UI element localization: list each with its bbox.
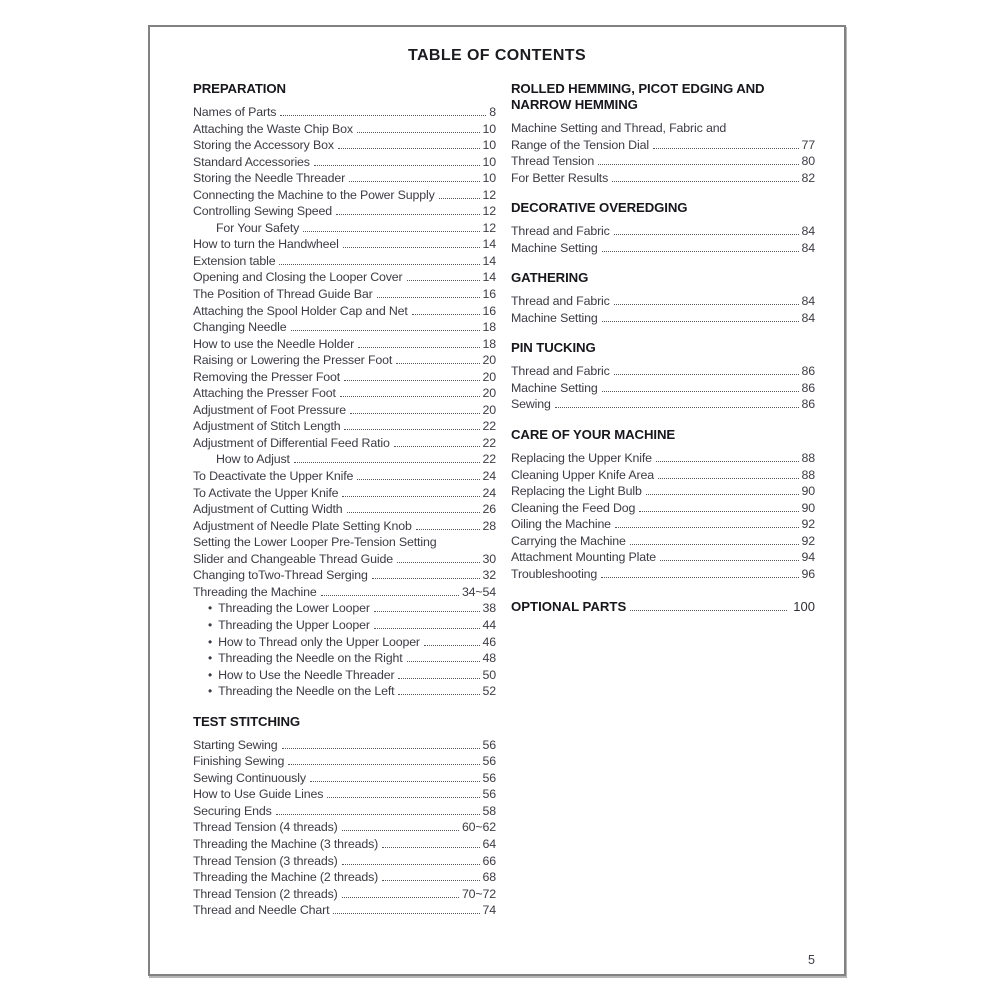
dot-leader	[612, 181, 798, 182]
toc-entry-page: 34~54	[461, 584, 496, 599]
toc-entry	[193, 886, 496, 903]
toc-entry-label: Threading the Machine (3 threads)	[193, 836, 379, 851]
toc-entry-page: 46	[482, 634, 496, 649]
bullet-icon: •	[208, 651, 213, 666]
toc-entry-label: How to Use Guide Lines	[193, 787, 324, 802]
toc-entry	[193, 451, 496, 468]
dot-leader	[358, 347, 479, 348]
toc-entry	[511, 170, 815, 187]
toc-entry-label: Range of the Tension Dial	[511, 137, 649, 152]
toc-entry-label: Replacing the Light Bulb	[511, 484, 642, 499]
toc-entry	[511, 549, 815, 566]
toc-entry-label: Sewing	[511, 397, 551, 412]
toc-entry-page: 48	[482, 651, 496, 666]
toc-entry-label: Storing the Needle Threader	[193, 171, 346, 186]
toc-entry-label: Machine Setting	[511, 310, 598, 325]
toc-entry-page: 84	[801, 310, 815, 325]
toc-entry-label: Machine Setting and Thread, Fabric and	[511, 121, 727, 135]
toc-entry	[193, 551, 496, 568]
toc-entry	[511, 483, 815, 500]
bullet-icon: •	[208, 634, 213, 649]
section-heading: OPTIONAL PARTS	[511, 599, 627, 615]
toc-entry-label: Machine Setting	[511, 380, 598, 395]
toc-entry-page: 30	[482, 551, 496, 566]
toc-entry	[193, 435, 496, 452]
toc-entry	[193, 154, 496, 171]
dot-leader	[294, 462, 480, 463]
toc-entry-label: Thread and Fabric	[511, 364, 610, 379]
dot-leader	[276, 814, 480, 815]
toc-entry-label: To Deactivate the Upper Knife	[193, 469, 354, 484]
toc-entry-label: Names of Parts	[193, 105, 277, 119]
toc-entry-page: 16	[482, 287, 496, 302]
toc-entry-page: 82	[801, 170, 815, 185]
dot-leader	[321, 595, 459, 596]
toc-entry-page: 18	[482, 336, 496, 351]
toc-entry-label: The Position of Thread Guide Bar	[193, 287, 373, 302]
toc-entry	[193, 869, 496, 886]
section-heading: TEST STITCHING	[193, 713, 301, 729]
toc-entry-page: 18	[482, 320, 496, 335]
toc-entry-page: 80	[801, 154, 815, 169]
dot-leader	[342, 864, 480, 865]
toc-entry-page: 50	[482, 667, 496, 682]
toc-entry-label: Adjustment of Needle Plate Setting Knob	[193, 518, 412, 533]
toc-entry-label: Opening and Closing the Looper Cover	[193, 270, 403, 285]
toc-entry-label: For Your Safety	[216, 220, 300, 235]
page-number: 5	[808, 953, 815, 967]
toc-entry-label: Threading the Machine	[193, 584, 317, 599]
toc-entry-label: Oiling the Machine	[511, 517, 611, 532]
toc-entry-label: Adjustment of Cutting Width	[193, 502, 343, 517]
toc-entry-label: How to turn the Handwheel	[193, 237, 339, 252]
toc-entry-page: 60~62	[461, 820, 496, 835]
toc-entry-page: 14	[482, 270, 496, 285]
toc-entry	[511, 396, 815, 413]
toc-entry-label: Extension table	[193, 253, 276, 268]
toc-entry	[193, 683, 496, 700]
section-heading: CARE OF YOUR MACHINE	[511, 427, 676, 443]
dot-leader	[397, 562, 480, 563]
toc-entry-label: Changing Needle	[193, 320, 287, 335]
toc-entry-label: How to Adjust	[216, 452, 290, 467]
toc-entry-page: 68	[482, 870, 496, 885]
toc-entry-label: Starting Sewing	[193, 737, 278, 752]
toc-entry-page: 100	[793, 599, 815, 615]
toc-entry-label: Thread and Fabric	[511, 224, 610, 239]
toc-entry	[193, 567, 496, 584]
toc-entry	[193, 303, 496, 320]
dot-leader	[630, 610, 787, 611]
toc-entry	[193, 369, 496, 386]
toc-entry-page: 22	[482, 452, 496, 467]
dot-leader	[602, 321, 799, 322]
toc-entry	[193, 485, 496, 502]
toc-entry-label: Thread Tension (3 threads)	[193, 853, 338, 868]
toc-entry	[193, 819, 496, 836]
bullet-icon: •	[208, 617, 213, 632]
toc-entry	[193, 236, 496, 253]
toc-entry	[511, 380, 815, 397]
dot-leader	[660, 560, 798, 561]
toc-entry	[193, 853, 496, 870]
toc-entry-label: Slider and Changeable Thread Guide	[193, 551, 393, 566]
dot-leader	[614, 304, 799, 305]
toc-column-left	[193, 81, 496, 933]
toc-entry-label: Changing toTwo-Thread Serging	[193, 568, 368, 583]
toc-entry-label: Securing Ends	[193, 803, 272, 818]
dot-leader	[394, 446, 480, 447]
toc-entry-label: How to Thread only the Upper Looper	[218, 634, 420, 649]
toc-entry-page: 84	[801, 240, 815, 255]
toc-entry-page: 56	[482, 737, 496, 752]
toc-entry	[511, 566, 815, 583]
dot-leader	[377, 297, 480, 298]
toc-entry	[193, 137, 496, 154]
toc-entry-label: Troubleshooting	[511, 566, 598, 581]
toc-section	[511, 340, 815, 413]
toc-entry-label: Thread Tension (2 threads)	[193, 886, 338, 901]
toc-entry-label: Threading the Upper Looper	[218, 617, 370, 632]
toc-section	[511, 270, 815, 326]
dot-leader	[416, 529, 480, 530]
dot-leader	[555, 407, 799, 408]
toc-entry	[193, 634, 496, 651]
toc-entry	[193, 501, 496, 518]
toc-entry-page: 38	[482, 601, 496, 616]
toc-entry-label: Finishing Sewing	[193, 754, 285, 769]
dot-leader	[279, 264, 479, 265]
toc-entry-page: 56	[482, 754, 496, 769]
toc-entry-page: 90	[801, 500, 815, 515]
toc-section	[511, 427, 815, 582]
dot-leader	[658, 478, 799, 479]
dot-leader	[342, 830, 459, 831]
dot-leader	[347, 512, 480, 513]
bullet-icon: •	[208, 601, 213, 616]
toc-entry-page: 10	[482, 154, 496, 169]
toc-entry	[193, 534, 496, 551]
toc-entry-page: 90	[801, 484, 815, 499]
dot-leader	[602, 251, 799, 252]
toc-entry-label: Adjustment of Differential Feed Ratio	[193, 435, 390, 450]
dot-leader	[398, 694, 479, 695]
dot-leader	[288, 764, 479, 765]
toc-entry-page: 66	[482, 853, 496, 868]
dot-leader	[412, 314, 480, 315]
section-heading: DECORATIVE OVEREDGING	[511, 200, 688, 216]
toc-entry	[193, 418, 496, 435]
toc-entry-page: 14	[482, 253, 496, 268]
toc-entry-page: 32	[482, 568, 496, 583]
toc-entry-page: 12	[482, 220, 496, 235]
dot-leader	[303, 231, 479, 232]
dot-leader	[372, 578, 480, 579]
toc-entry-label: Standard Accessories	[193, 154, 310, 169]
toc-entry	[511, 120, 815, 137]
toc-entry-page: 92	[801, 533, 815, 548]
toc-entry	[511, 240, 815, 257]
dot-leader	[656, 461, 799, 462]
dot-leader	[338, 148, 480, 149]
toc-entry-label: Adjustment of Foot Pressure	[193, 402, 346, 417]
toc-entry-page: 74	[482, 903, 496, 918]
toc-entry	[193, 770, 496, 787]
toc-entry	[193, 803, 496, 820]
toc-entry	[193, 600, 496, 617]
toc-entry-page: 24	[482, 485, 496, 500]
manual-page	[148, 25, 846, 976]
toc-entry-page: 70~72	[461, 886, 496, 901]
toc-entry	[193, 902, 496, 919]
toc-entry-label: Carrying the Machine	[511, 533, 626, 548]
toc-entry-page: 26	[482, 502, 496, 517]
toc-entry	[193, 104, 496, 121]
bullet-icon: •	[208, 684, 213, 699]
dot-leader	[291, 330, 480, 331]
toc-entry-page: 52	[482, 684, 496, 699]
dot-leader	[382, 880, 479, 881]
toc-entry-page: 22	[482, 435, 496, 450]
toc-entry	[193, 786, 496, 803]
toc-entry-label: Machine Setting	[511, 240, 598, 255]
toc-entry-label: How to Use the Needle Threader	[218, 667, 395, 682]
toc-entry-label: Controlling Sewing Speed	[193, 204, 332, 219]
dot-leader	[357, 132, 480, 133]
toc-entry-label: Adjustment of Stitch Length	[193, 419, 341, 434]
toc-entry	[193, 617, 496, 634]
dot-leader	[282, 748, 480, 749]
toc-entry-label: Attaching the Waste Chip Box	[193, 121, 353, 136]
dot-leader	[615, 527, 799, 528]
toc-section	[511, 599, 815, 614]
dot-leader	[310, 781, 480, 782]
dot-leader	[340, 396, 480, 397]
bullet-icon: •	[208, 667, 213, 682]
toc-section	[511, 200, 815, 256]
dot-leader	[382, 847, 479, 848]
toc-entry-label: Threading the Needle on the Right	[218, 651, 403, 666]
toc-entry-label: Thread and Needle Chart	[193, 903, 330, 918]
toc-entry	[193, 121, 496, 138]
toc-entry	[193, 385, 496, 402]
toc-entry-label: Cleaning the Feed Dog	[511, 500, 636, 515]
dot-leader	[614, 374, 799, 375]
toc-entry	[511, 137, 815, 154]
toc-entry	[511, 516, 815, 533]
toc-entry-label: How to use the Needle Holder	[193, 336, 355, 351]
dot-leader	[350, 413, 480, 414]
toc-entry-page: 10	[482, 121, 496, 136]
toc-entry-label: Thread Tension	[511, 154, 595, 169]
toc-entry-page: 94	[801, 550, 815, 565]
section-heading: GATHERING	[511, 270, 589, 286]
toc-entry-page: 20	[482, 402, 496, 417]
dot-leader	[598, 164, 798, 165]
section-heading: PREPARATION	[193, 81, 286, 96]
toc-entry-label: Attachment Mounting Plate	[511, 550, 657, 565]
toc-entry-label: To Activate the Upper Knife	[193, 485, 339, 500]
toc-section	[511, 81, 815, 186]
toc-entry-page: 56	[482, 787, 496, 802]
section-heading: ROLLED HEMMING, PICOT EDGING AND NARROW HEMMING	[511, 81, 765, 112]
toc-entry	[193, 187, 496, 204]
dot-leader	[343, 247, 480, 248]
toc-entry-page: 84	[801, 224, 815, 239]
toc-entry-page: 22	[482, 419, 496, 434]
toc-entry-page: 77	[801, 137, 815, 152]
dot-leader	[602, 391, 799, 392]
toc-entry	[193, 667, 496, 684]
dot-leader	[344, 380, 479, 381]
dot-leader	[396, 363, 479, 364]
toc-entry	[511, 293, 815, 310]
toc-entry-page: 8	[489, 105, 496, 119]
toc-entry-page: 64	[482, 836, 496, 851]
toc-entry	[193, 203, 496, 220]
toc-entry	[511, 223, 815, 240]
toc-entry	[193, 336, 496, 353]
toc-entry-page: 14	[482, 237, 496, 252]
toc-entry-page: 10	[482, 138, 496, 153]
dot-leader	[280, 115, 486, 116]
toc-entry-label: Thread and Fabric	[511, 294, 610, 309]
toc-entry-label: Removing the Presser Foot	[193, 369, 341, 384]
dot-leader	[342, 496, 479, 497]
dot-leader	[653, 148, 799, 149]
toc-entry	[193, 836, 496, 853]
toc-entry	[193, 518, 496, 535]
toc-entry-label: Attaching the Presser Foot	[193, 386, 336, 401]
toc-entry-page: 28	[482, 518, 496, 533]
toc-entry	[193, 352, 496, 369]
toc-entry-page: 86	[801, 380, 815, 395]
toc-entry-label: Storing the Accessory Box	[193, 138, 334, 153]
dot-leader	[344, 429, 479, 430]
toc-entry	[193, 253, 496, 270]
toc-entry	[193, 170, 496, 187]
dot-leader	[357, 479, 479, 480]
section-heading: PIN TUCKING	[511, 340, 596, 356]
toc-entry	[193, 286, 496, 303]
toc-entry	[193, 753, 496, 770]
dot-leader	[639, 511, 798, 512]
toc-entry	[193, 650, 496, 667]
toc-entry-page: 20	[482, 386, 496, 401]
toc-entry-page: 20	[482, 353, 496, 368]
toc-entry-page: 92	[801, 517, 815, 532]
dot-leader	[342, 897, 459, 898]
toc-entry	[511, 153, 815, 170]
dot-leader	[374, 628, 480, 629]
toc-entry	[511, 450, 815, 467]
page-title: TABLE OF CONTENTS	[407, 47, 587, 64]
toc-entry-label: For Better Results	[511, 170, 609, 185]
dot-leader	[646, 494, 799, 495]
section-heading-row	[511, 599, 815, 614]
toc-entry-label: Replacing the Upper Knife	[511, 451, 652, 466]
toc-entry-label: Cleaning Upper Knife Area	[511, 467, 654, 482]
toc-entry-page: 12	[482, 187, 496, 202]
toc-entry-page: 86	[801, 364, 815, 379]
toc-entry	[193, 220, 496, 237]
toc-entry-label: Sewing Continuously	[193, 770, 306, 785]
toc-entry	[511, 467, 815, 484]
dot-leader	[374, 611, 480, 612]
toc-entry-label: Setting the Lower Looper Pre-Tension Setting	[193, 535, 437, 550]
toc-entry	[511, 533, 815, 550]
toc-entry	[193, 737, 496, 754]
dot-leader	[333, 913, 479, 914]
dot-leader	[407, 661, 480, 662]
toc-entry-label: Threading the Lower Looper	[218, 601, 370, 616]
dot-leader	[614, 234, 799, 235]
toc-section	[193, 81, 496, 700]
toc-entry-label: Threading the Needle on the Left	[218, 684, 395, 699]
dot-leader	[336, 214, 480, 215]
toc-entry	[511, 500, 815, 517]
toc-entry-label: Connecting the Machine to the Power Supply	[193, 187, 435, 202]
dot-leader	[398, 678, 479, 679]
toc-entry	[193, 584, 496, 601]
toc-entry-page: 12	[482, 204, 496, 219]
toc-entry-page: 96	[801, 566, 815, 581]
toc-entry-page: 10	[482, 171, 496, 186]
toc-entry	[193, 468, 496, 485]
toc-entry	[511, 310, 815, 327]
toc-entry-page: 88	[801, 451, 815, 466]
dot-leader	[601, 577, 798, 578]
toc-entry-label: Thread Tension (4 threads)	[193, 820, 338, 835]
toc-entry-page: 16	[482, 303, 496, 318]
dot-leader	[349, 181, 479, 182]
toc-entry	[511, 363, 815, 380]
toc-entry	[193, 269, 496, 286]
toc-entry	[193, 319, 496, 336]
toc-entry-label: Threading the Machine (2 threads)	[193, 870, 379, 885]
toc-entry-page: 88	[801, 467, 815, 482]
dot-leader	[327, 797, 479, 798]
toc-section	[193, 714, 496, 919]
toc-entry-page: 86	[801, 397, 815, 412]
dot-leader	[630, 544, 799, 545]
dot-leader	[314, 165, 480, 166]
toc-entry-label: Raising or Lowering the Presser Foot	[193, 353, 393, 368]
toc-column-right	[511, 81, 815, 628]
toc-entry-page: 44	[482, 617, 496, 632]
toc-entry-page: 58	[482, 803, 496, 818]
toc-entry-page: 56	[482, 770, 496, 785]
dot-leader	[407, 280, 480, 281]
dot-leader	[439, 198, 480, 199]
toc-entry-page: 24	[482, 469, 496, 484]
toc-entry-label: Attaching the Spool Holder Cap and Net	[193, 303, 408, 318]
toc-entry-page: 20	[482, 369, 496, 384]
toc-entry-page: 84	[801, 294, 815, 309]
dot-leader	[424, 645, 480, 646]
toc-entry	[193, 402, 496, 419]
